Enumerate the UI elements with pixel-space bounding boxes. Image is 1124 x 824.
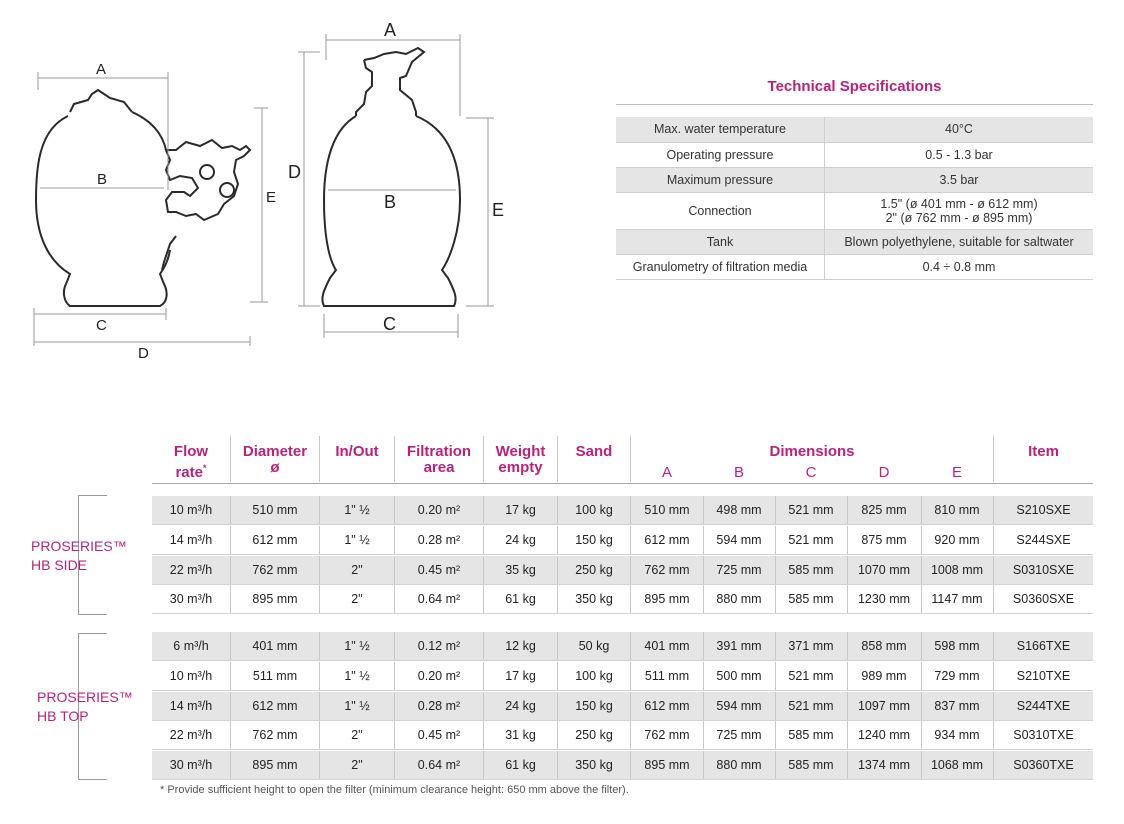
cell-item: S0360SXE xyxy=(1012,592,1075,607)
spec-row xyxy=(616,229,1093,254)
header-sand xyxy=(558,444,630,460)
header-dim-b: B xyxy=(733,464,744,481)
footnote: * Provide sufficient height to open the filter (minimum clearance height: 650 mm above the filter). xyxy=(160,784,629,796)
cell-flow-rate: 14 m³/h xyxy=(169,532,213,547)
cell-filtration-area: 0.64 m² xyxy=(417,592,461,607)
spec-row xyxy=(616,142,1093,167)
header-item-label: Item xyxy=(1028,443,1059,460)
cell-sand: 100 kg xyxy=(575,668,613,683)
cell-in-out: 1" ½ xyxy=(344,698,370,713)
header-flow-mark: * xyxy=(203,463,207,473)
table-row xyxy=(152,751,1093,780)
cell-filtration-area: 0.28 m² xyxy=(417,532,461,547)
header-in-out-label: In/Out xyxy=(335,443,379,460)
cell-dim-a: 762 mm xyxy=(644,728,690,743)
cell-filtration-area: 0.45 m² xyxy=(417,562,461,577)
header-flow-rate xyxy=(152,444,230,481)
cell-dim-e: 1147 mm xyxy=(931,592,983,607)
cell-dim-a: 762 mm xyxy=(644,562,690,577)
cell-item: S166TXE xyxy=(1016,639,1071,653)
cell-dim-c: 585 mm xyxy=(788,592,834,607)
cell-dim-c: 521 mm xyxy=(788,668,834,683)
cell-diameter: 895 mm xyxy=(252,758,298,773)
spec-label: Granulometry of filtration media xyxy=(616,254,825,279)
cell-diameter: 762 mm xyxy=(252,562,298,577)
top-label-a: A xyxy=(384,20,397,40)
table-row xyxy=(152,585,1093,614)
cell-dim-b: 594 mm xyxy=(716,698,762,713)
cell-filtration-area: 0.20 m² xyxy=(417,668,461,683)
top-label-b: B xyxy=(384,192,397,212)
cell-dim-b: 725 mm xyxy=(716,728,762,743)
cell-item: S0310TXE xyxy=(1013,728,1074,743)
header-dim-e: E xyxy=(951,464,962,481)
cell-dim-b: 880 mm xyxy=(716,758,762,773)
cell-dim-b: 880 mm xyxy=(716,592,762,607)
cell-flow-rate: 22 m³/h xyxy=(169,728,213,743)
cell-flow-rate: 14 m³/h xyxy=(169,698,213,713)
cell-dim-a: 612 mm xyxy=(644,532,690,547)
side-label-e: E xyxy=(266,189,277,206)
header-sand-label: Sand xyxy=(575,443,613,460)
cell-diameter: 401 mm xyxy=(252,639,298,653)
cell-dim-c: 521 mm xyxy=(788,532,834,547)
spec-value: 3.5 bar xyxy=(825,167,1094,192)
cell-dim-b: 725 mm xyxy=(716,562,762,577)
spec-row xyxy=(616,167,1093,192)
spec-row xyxy=(616,254,1093,279)
header-divider xyxy=(152,483,1093,484)
cell-dim-a: 401 mm xyxy=(644,639,690,653)
header-flow-word: rate xyxy=(175,464,203,481)
cell-weight-empty: 61 kg xyxy=(505,592,536,607)
cell-dim-e: 837 mm xyxy=(934,698,980,713)
header-dimensions: Dimensions xyxy=(769,443,855,460)
header-separator xyxy=(557,436,558,482)
cell-dim-c: 585 mm xyxy=(788,562,834,577)
spec-label: Tank xyxy=(616,229,825,254)
header-separator xyxy=(630,436,631,482)
cell-in-out: 1" ½ xyxy=(344,503,370,517)
header-weight-line2: empty xyxy=(498,459,543,476)
cell-flow-rate: 30 m³/h xyxy=(169,592,213,607)
cell-dim-e: 810 mm xyxy=(934,503,980,517)
cell-weight-empty: 61 kg xyxy=(505,758,536,773)
header-dim-a: A xyxy=(661,464,672,481)
side-label-b: B xyxy=(97,171,108,188)
spec-value xyxy=(825,192,1094,229)
cell-dim-d: 1230 mm xyxy=(857,592,911,607)
cell-filtration-area: 0.20 m² xyxy=(417,503,461,517)
tech-specs-table xyxy=(616,117,1093,280)
cell-sand: 350 kg xyxy=(575,592,613,607)
header-item xyxy=(994,444,1093,460)
cell-dim-a: 510 mm xyxy=(644,503,690,517)
header-separator xyxy=(230,436,231,482)
side-label-a: A xyxy=(96,61,107,78)
top-mount-filter-diagram xyxy=(280,0,520,370)
cell-weight-empty: 24 kg xyxy=(505,532,536,547)
cell-filtration-area: 0.64 m² xyxy=(417,758,461,773)
cell-dim-a: 511 mm xyxy=(644,668,690,683)
cell-in-out: 2" xyxy=(351,728,363,743)
cell-filtration-area: 0.12 m² xyxy=(417,639,461,653)
cell-diameter: 612 mm xyxy=(252,698,298,713)
cell-sand: 100 kg xyxy=(575,503,613,517)
header-diameter-line2: ø xyxy=(270,459,280,476)
cell-dim-c: 585 mm xyxy=(788,758,834,773)
group-label-line2: HB SIDE xyxy=(31,557,88,573)
header-diameter xyxy=(231,444,319,476)
cell-weight-empty: 35 kg xyxy=(505,562,536,577)
spec-value: 40°C xyxy=(825,117,1094,142)
cell-item: S244TXE xyxy=(1016,698,1071,713)
cell-weight-empty: 24 kg xyxy=(505,698,536,713)
cell-dim-a: 612 mm xyxy=(644,698,690,713)
cell-flow-rate: 10 m³/h xyxy=(169,503,213,517)
header-flow-line1: Flow xyxy=(173,443,209,460)
spec-row xyxy=(616,117,1093,142)
top-label-c: C xyxy=(383,314,396,334)
cell-dim-b: 500 mm xyxy=(716,668,762,683)
group-label-hb-side xyxy=(31,537,127,575)
cell-dim-c: 371 mm xyxy=(788,639,834,653)
cell-item: S0360TXE xyxy=(1013,758,1074,773)
spec-label: Maximum pressure xyxy=(616,167,825,192)
group-label-line2: HB TOP xyxy=(37,708,89,724)
cell-dim-d: 858 mm xyxy=(861,639,907,653)
header-filtration-line1: Filtration xyxy=(406,443,472,460)
cell-weight-empty: 12 kg xyxy=(505,639,536,653)
cell-sand: 50 kg xyxy=(578,639,610,653)
cell-diameter: 762 mm xyxy=(252,728,298,743)
table-row xyxy=(152,692,1093,721)
table-row xyxy=(152,721,1093,750)
header-in-out xyxy=(320,444,394,460)
cell-weight-empty: 31 kg xyxy=(505,728,536,743)
table-row xyxy=(152,496,1093,525)
header-filtration-line2: area xyxy=(423,459,455,476)
cell-in-out: 2" xyxy=(351,758,363,773)
cell-flow-rate: 6 m³/h xyxy=(173,639,209,653)
group-label-hb-top xyxy=(37,688,133,726)
cell-filtration-area: 0.45 m² xyxy=(417,728,461,743)
cell-dim-a: 895 mm xyxy=(644,758,690,773)
cell-dim-b: 594 mm xyxy=(716,532,762,547)
cell-dim-d: 875 mm xyxy=(861,532,907,547)
cell-dim-b: 391 mm xyxy=(716,639,762,653)
side-label-d: D xyxy=(138,345,149,362)
cell-dim-c: 521 mm xyxy=(788,698,834,713)
side-label-c: C xyxy=(96,317,107,334)
cell-dim-e: 1008 mm xyxy=(930,562,984,577)
table-row xyxy=(152,662,1093,691)
cell-sand: 150 kg xyxy=(575,532,613,547)
spec-value-line-1: 1.5" (ø 401 mm - ø 612 mm) xyxy=(880,196,1038,211)
table-row xyxy=(152,526,1093,555)
header-separator xyxy=(394,436,395,482)
header-dim-c: C xyxy=(805,464,817,481)
cell-item: S210SXE xyxy=(1016,503,1071,517)
header-dim-d: D xyxy=(878,464,890,481)
header-weight-line1: Weight xyxy=(495,443,546,460)
cell-in-out: 2" xyxy=(351,592,363,607)
cell-weight-empty: 17 kg xyxy=(505,668,536,683)
top-label-d: D xyxy=(288,162,301,182)
cell-item: S0310SXE xyxy=(1012,562,1075,577)
cell-sand: 250 kg xyxy=(575,562,613,577)
tech-specs-divider xyxy=(616,104,1093,105)
cell-item: S210TXE xyxy=(1016,668,1071,683)
cell-filtration-area: 0.28 m² xyxy=(417,698,461,713)
cell-dim-e: 729 mm xyxy=(934,668,980,683)
cell-sand: 250 kg xyxy=(575,728,613,743)
group-label-line1: PROSERIES™ xyxy=(37,689,133,705)
cell-in-out: 1" ½ xyxy=(344,668,370,683)
cell-dim-d: 1374 mm xyxy=(857,758,911,773)
cell-in-out: 2" xyxy=(351,562,363,577)
header-separator xyxy=(993,436,994,482)
cell-dim-d: 1240 mm xyxy=(857,728,911,743)
cell-flow-rate: 30 m³/h xyxy=(169,758,213,773)
cell-dim-e: 934 mm xyxy=(934,728,980,743)
cell-diameter: 510 mm xyxy=(252,503,298,517)
cell-dim-d: 1070 mm xyxy=(857,562,911,577)
cell-dim-c: 521 mm xyxy=(788,503,834,517)
cell-dim-e: 598 mm xyxy=(934,639,980,653)
spec-value: 0.4 ÷ 0.8 mm xyxy=(825,254,1094,279)
cell-item: S244SXE xyxy=(1016,532,1071,547)
cell-dim-c: 585 mm xyxy=(788,728,834,743)
header-weight-empty xyxy=(484,444,557,476)
table-row xyxy=(152,632,1093,661)
cell-sand: 150 kg xyxy=(575,698,613,713)
cell-diameter: 511 mm xyxy=(252,668,298,683)
cell-dim-d: 989 mm xyxy=(861,668,907,683)
tech-specs-title: Technical Specifications xyxy=(767,78,942,95)
cell-dim-b: 498 mm xyxy=(716,503,762,517)
cell-dim-d: 825 mm xyxy=(861,503,907,517)
cell-dim-e: 1068 mm xyxy=(930,758,984,773)
cell-flow-rate: 10 m³/h xyxy=(169,668,213,683)
header-flow-line2 xyxy=(152,460,230,481)
header-separator xyxy=(483,436,484,482)
side-mount-filter-diagram xyxy=(0,0,300,370)
spec-label: Connection xyxy=(616,192,825,229)
cell-dim-d: 1097 mm xyxy=(857,698,911,713)
group-label-line1: PROSERIES™ xyxy=(31,538,127,554)
cell-sand: 350 kg xyxy=(575,758,613,773)
cell-dim-e: 920 mm xyxy=(934,532,980,547)
cell-flow-rate: 22 m³/h xyxy=(169,562,213,577)
cell-in-out: 1" ½ xyxy=(344,639,370,653)
spec-value: Blown polyethylene, suitable for saltwater xyxy=(825,229,1094,254)
spec-label: Max. water temperature xyxy=(616,117,825,142)
cell-dim-a: 895 mm xyxy=(644,592,690,607)
spec-label: Operating pressure xyxy=(616,142,825,167)
spec-value: 0.5 - 1.3 bar xyxy=(825,142,1094,167)
header-diameter-line1: Diameter xyxy=(242,443,308,460)
cell-weight-empty: 17 kg xyxy=(505,503,536,517)
header-separator xyxy=(319,436,320,482)
spec-row xyxy=(616,192,1093,229)
cell-diameter: 895 mm xyxy=(252,592,298,607)
cell-in-out: 1" ½ xyxy=(344,532,370,547)
cell-diameter: 612 mm xyxy=(252,532,298,547)
spec-value-line-2: 2" (ø 762 mm - ø 895 mm) xyxy=(885,210,1033,225)
table-row xyxy=(152,556,1093,585)
header-filtration-area xyxy=(395,444,483,476)
top-label-e: E xyxy=(492,200,505,220)
